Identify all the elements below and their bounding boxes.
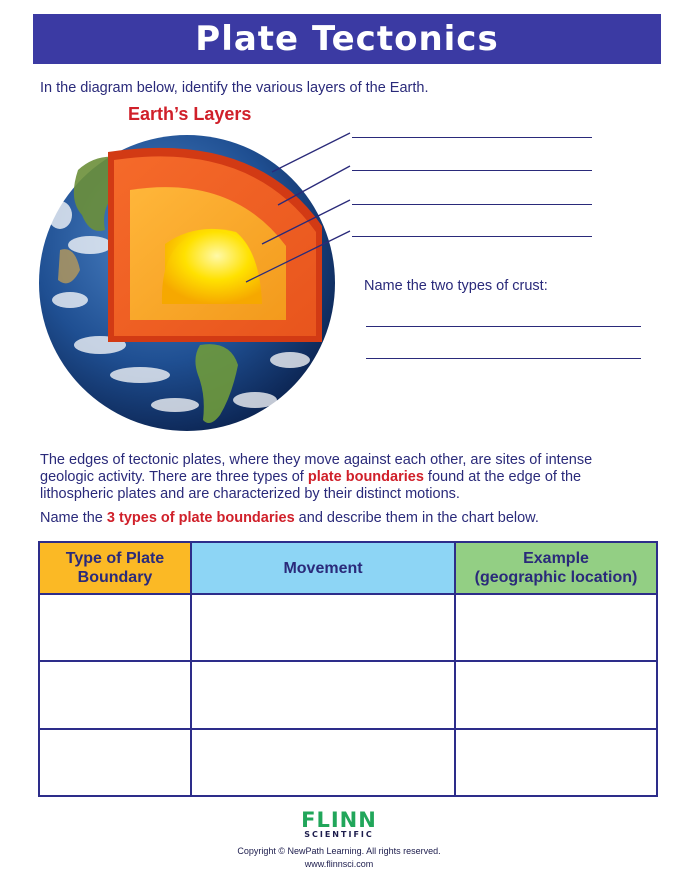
- layer-answer-line-4[interactable]: [352, 236, 592, 237]
- crust-question: Name the two types of crust:: [364, 278, 548, 294]
- cell-type[interactable]: [39, 594, 191, 661]
- instruction-text: In the diagram below, identify the various layers of the Earth.: [40, 80, 429, 96]
- cell-movement[interactable]: [191, 729, 455, 796]
- plate-boundaries-table: [38, 541, 658, 797]
- layer-answer-line-2[interactable]: [352, 170, 592, 171]
- plate-boundaries-paragraph: The edges of tectonic plates, where they move against each other, are sites of intense geologic activity. There are three types of plate boundaries found at the edge of the lithospheric plates and are characterized by their distinct motions.: [40, 452, 593, 502]
- layer-answer-line-3[interactable]: [352, 204, 592, 205]
- cell-type[interactable]: [39, 729, 191, 796]
- table-row: [39, 661, 657, 728]
- header-example: Example (geographic location): [455, 542, 657, 594]
- header-type: Type of Plate Boundary: [39, 542, 191, 594]
- flinn-logo-sub: SCIENTIFIC: [304, 830, 374, 839]
- crust-answer-line-2[interactable]: [366, 358, 641, 359]
- cell-example[interactable]: [455, 729, 657, 796]
- title-banner: [33, 14, 661, 64]
- chart-prompt: Name the 3 types of plate boundaries and describe them in the chart below.: [40, 510, 539, 526]
- cell-movement[interactable]: [191, 594, 455, 661]
- cell-type[interactable]: [39, 661, 191, 728]
- page-title: Plate Tectonics: [195, 19, 499, 59]
- cell-example[interactable]: [455, 661, 657, 728]
- cell-movement[interactable]: [191, 661, 455, 728]
- table-row: [39, 594, 657, 661]
- website-link[interactable]: www.flinnsci.com: [304, 859, 374, 869]
- layer-answer-line-1[interactable]: [352, 137, 592, 138]
- copyright-text: Copyright © NewPath Learning. All rights reserved.: [237, 846, 441, 856]
- table-row: [39, 729, 657, 796]
- highlight-plate-boundaries: plate boundaries: [307, 469, 424, 485]
- diagram-title: Earth’s Layers: [128, 104, 252, 124]
- cell-example[interactable]: [455, 594, 657, 661]
- flinn-logo: FLINN: [301, 808, 377, 832]
- crust-answer-line-1[interactable]: [366, 326, 641, 327]
- highlight-3-types: 3 types of plate boundaries: [106, 510, 295, 526]
- header-movement: Movement: [191, 542, 455, 594]
